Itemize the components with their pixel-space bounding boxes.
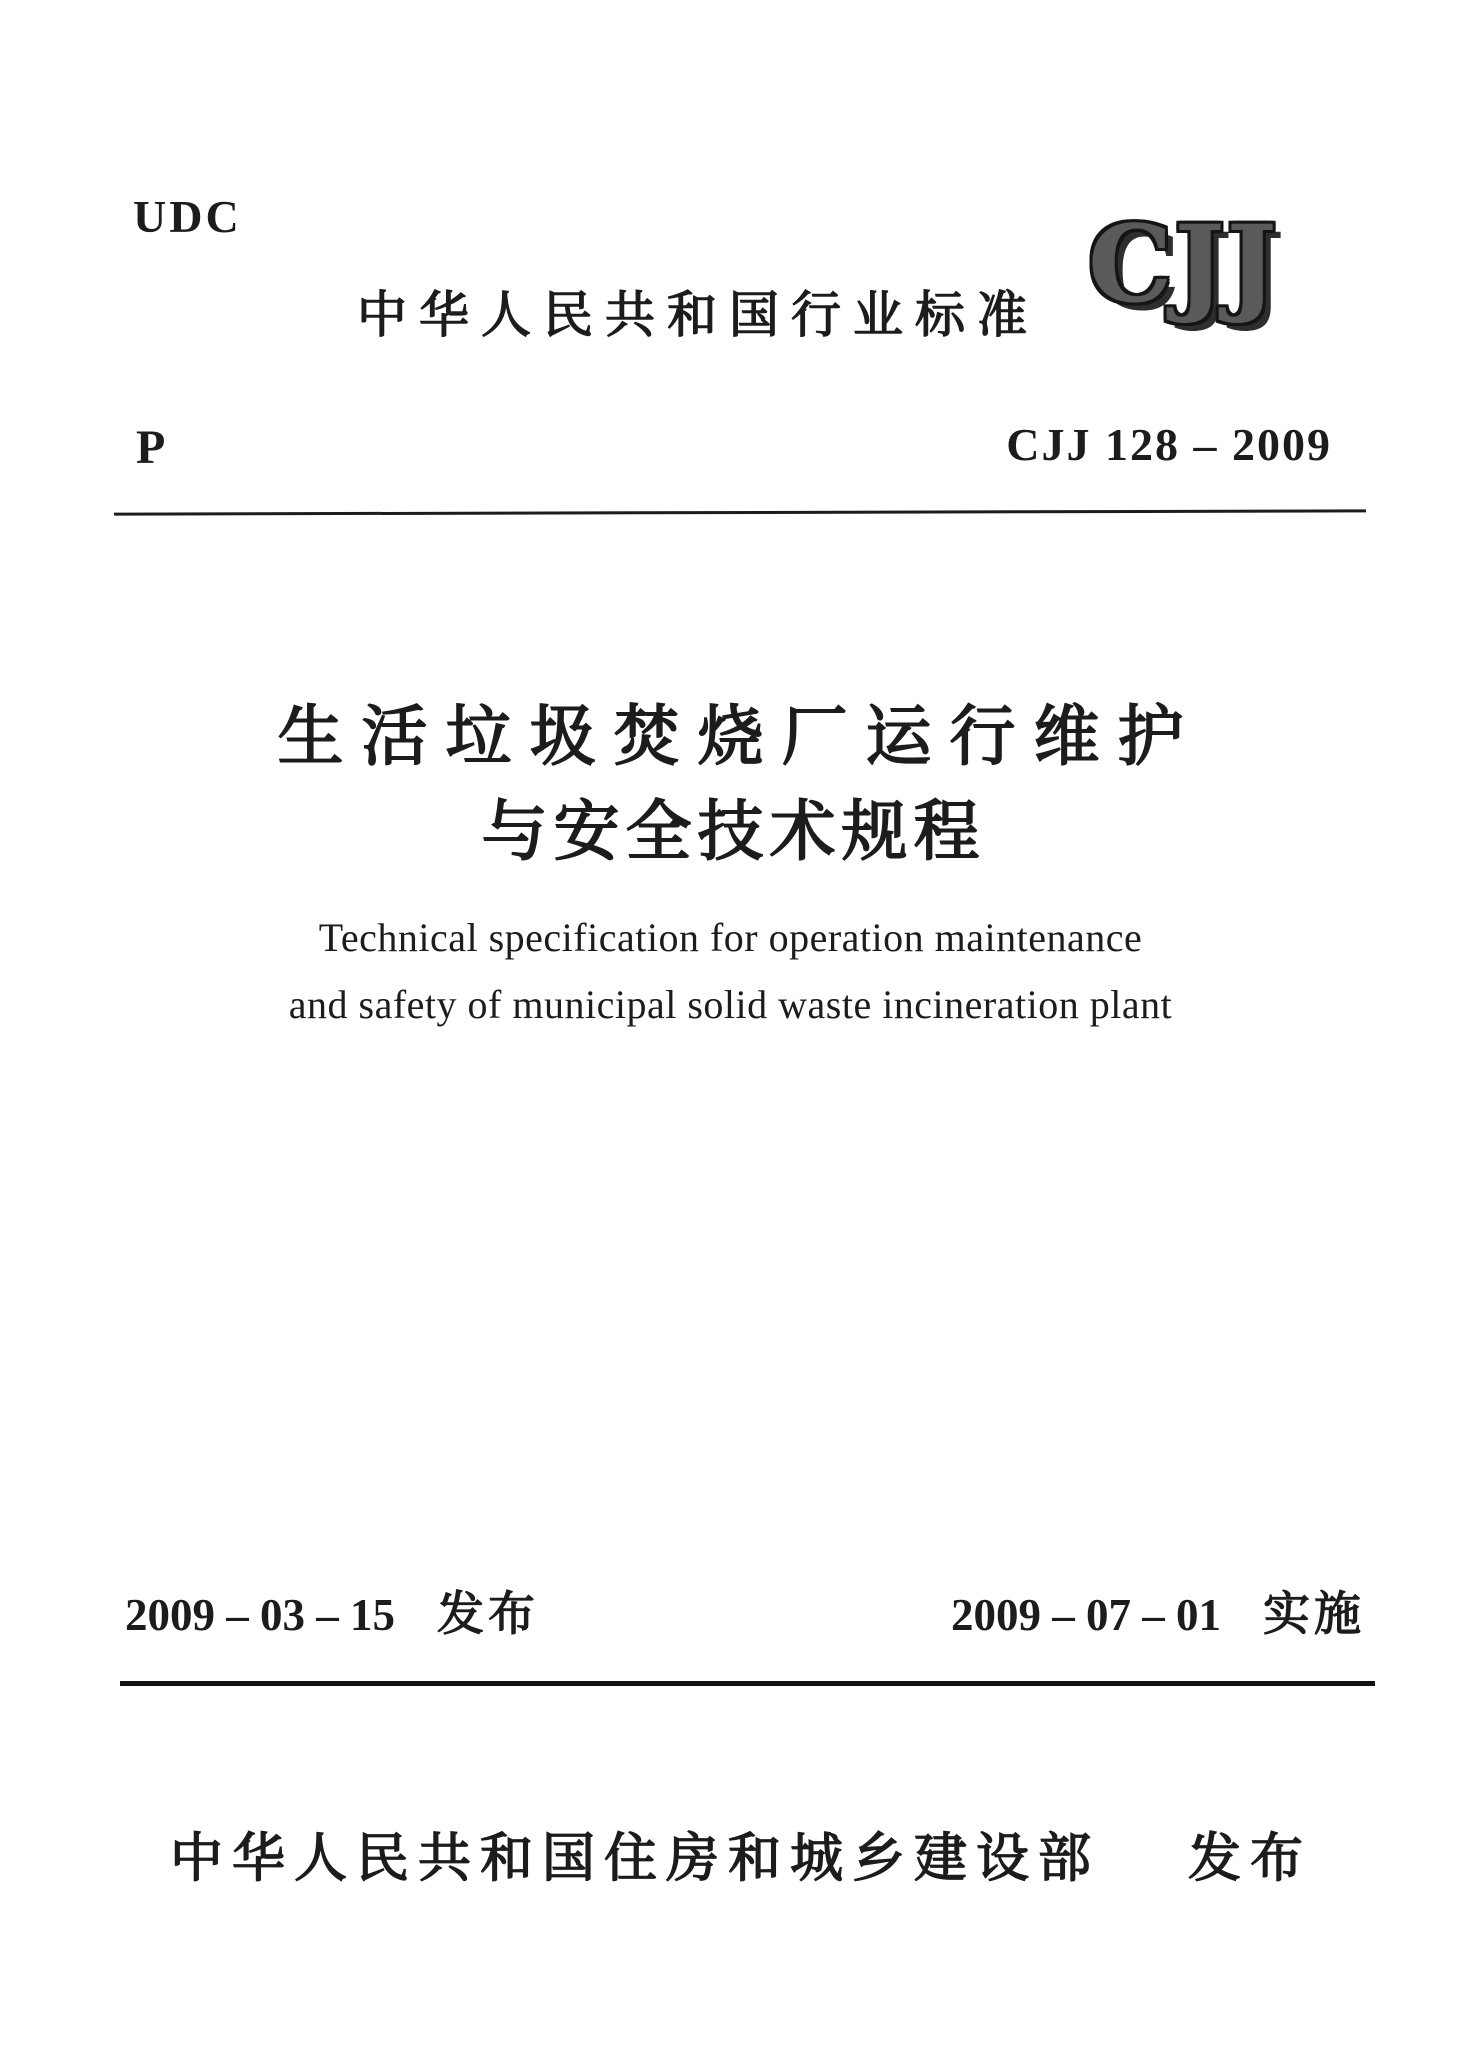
standard-type-heading: 中华人民共和国行业标准 xyxy=(357,287,1039,343)
document-title-cn-line-2: 与安全技术规程 xyxy=(481,796,986,869)
footer-divider-line xyxy=(120,1681,1375,1686)
document-title-en-line-1: Technical specification for operation maintenance xyxy=(318,915,1143,960)
classification-code: P xyxy=(136,421,166,474)
document-title-cn-line-1: 生活垃圾焚烧厂运行维护 xyxy=(277,701,1202,774)
issue-label: 发布 xyxy=(437,1589,539,1641)
implement-label: 实施 xyxy=(1263,1589,1365,1641)
date-row xyxy=(125,1589,1365,1641)
udc-label: UDC xyxy=(133,191,242,242)
header-divider-line xyxy=(114,509,1366,515)
publisher-name: 中华人民共和国住房和城乡建设部 xyxy=(170,1829,1100,1888)
standard-code: CJJ 128 – 2009 xyxy=(1006,419,1332,470)
implement-date-group xyxy=(951,1589,1365,1641)
publish-label: 发布 xyxy=(1188,1829,1312,1888)
issue-date-group xyxy=(125,1589,539,1641)
implement-date: 2009 – 07 – 01 xyxy=(951,1590,1221,1640)
document-title-en-line-2: and safety of municipal solid waste incineration plant xyxy=(288,982,1173,1027)
issue-date: 2009 – 03 – 15 xyxy=(125,1590,395,1640)
cjj-3d-logo: CJJ xyxy=(1088,201,1279,326)
publisher-row xyxy=(170,1829,1312,1888)
